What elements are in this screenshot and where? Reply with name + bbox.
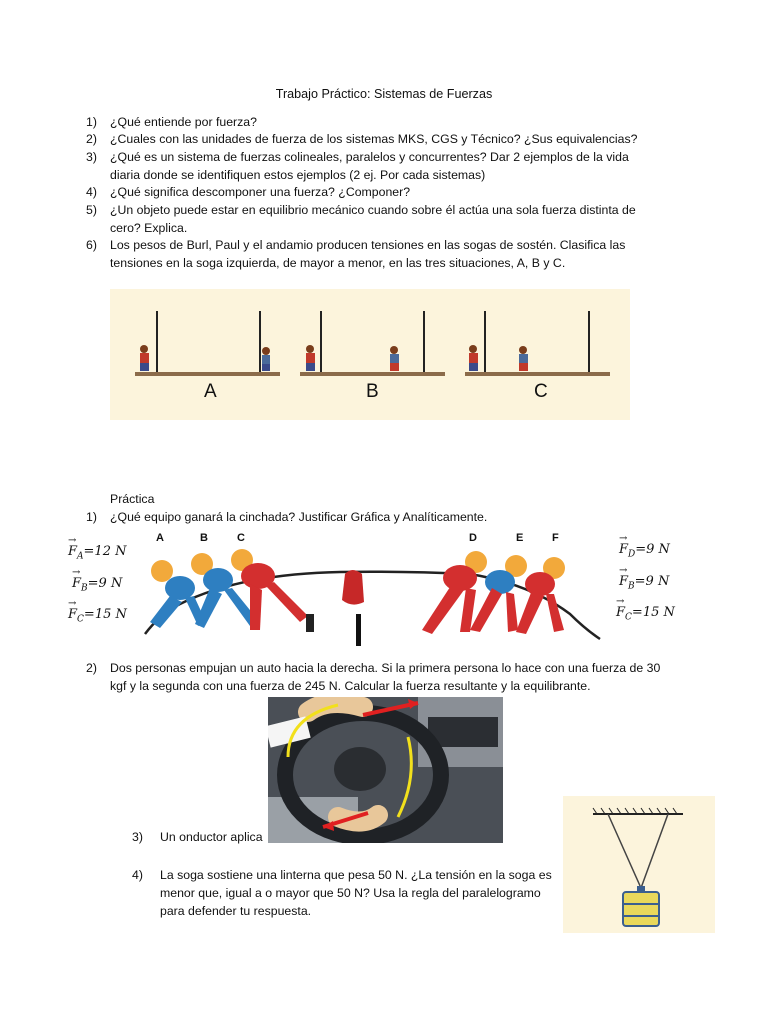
scaffold-label-a: A bbox=[204, 381, 217, 402]
practica-heading: Práctica bbox=[110, 492, 155, 506]
question-text: ¿Qué entiende por fuerza? bbox=[110, 115, 257, 129]
force-value: =9 N bbox=[634, 574, 670, 589]
force-right-c bbox=[616, 605, 675, 623]
question-number: 4) bbox=[86, 185, 97, 199]
scaffold-label-b: B bbox=[366, 381, 379, 402]
question-number: 2) bbox=[86, 661, 97, 675]
force-subscript: B bbox=[81, 583, 88, 594]
question-text: Los pesos de Burl, Paul y el andamio producen tensiones en las sogas de sostén. Clasifica las tensiones en la soga izquierda, de mayor a menor, en las tres situaciones, A, B y C. bbox=[110, 238, 626, 270]
question-text: ¿Qué significa descomponer una fuerza? ¿Componer? bbox=[110, 185, 411, 199]
right-team bbox=[422, 551, 565, 634]
steering-wheel-photo bbox=[268, 697, 503, 843]
question-number: 2) bbox=[86, 132, 97, 146]
left-team bbox=[150, 549, 314, 632]
question-number: 5) bbox=[86, 203, 97, 217]
question-number: 6) bbox=[86, 238, 97, 252]
force-left-b bbox=[72, 576, 122, 594]
lantern-illustration bbox=[563, 796, 715, 933]
force-value: =12 N bbox=[83, 544, 127, 559]
force-value: =15 N bbox=[631, 605, 675, 620]
force-symbol: → F bbox=[619, 542, 628, 557]
scaffold-b bbox=[300, 311, 445, 376]
question-text: Dos personas empujan un auto hacia la derecha. Si la primera persona lo hace con una fuerza de 30 kgf y la segunda con una fuerza de 245 N. Calcular la fuerza resultante y la equilibrante. bbox=[110, 661, 661, 693]
force-right-d bbox=[619, 542, 670, 560]
force-symbol: → F bbox=[68, 544, 77, 559]
scaffold-illustration bbox=[110, 289, 630, 420]
force-left-c bbox=[68, 607, 127, 625]
team-letter-c: C bbox=[237, 532, 245, 544]
question-number: 4) bbox=[132, 868, 143, 882]
force-symbol: → F bbox=[619, 574, 628, 589]
question-number: 1) bbox=[86, 510, 97, 524]
force-subscript: C bbox=[77, 614, 84, 625]
force-symbol: → F bbox=[72, 576, 81, 591]
question-number: 3) bbox=[86, 150, 97, 164]
force-subscript: D bbox=[628, 549, 636, 560]
question-text: Un onductor aplica bbox=[160, 830, 263, 844]
force-subscript: A bbox=[77, 551, 84, 562]
question-text: ¿Qué es un sistema de fuerzas colineales, paralelos y concurrentes? Dar 2 ejemplos de la vida diaria donde se identifiquen estos ejemplos (2 ej. Por cada sistemas) bbox=[110, 150, 629, 182]
force-value: =15 N bbox=[83, 607, 127, 622]
force-subscript: B bbox=[628, 581, 635, 592]
force-left-a bbox=[68, 544, 126, 562]
force-symbol: → F bbox=[616, 605, 625, 620]
force-symbol: → F bbox=[68, 607, 77, 622]
team-letter-d: D bbox=[469, 532, 477, 544]
question-number: 1) bbox=[86, 115, 97, 129]
question-text: ¿Un objeto puede estar en equilibrio mecánico cuando sobre él actúa una sola fuerza distinta de cero? Explica. bbox=[110, 203, 636, 235]
question-text: ¿Qué equipo ganará la cinchada? Justificar Gráfica y Analíticamente. bbox=[110, 510, 488, 524]
team-letter-f: F bbox=[552, 532, 559, 544]
force-subscript: C bbox=[625, 612, 632, 623]
force-value: =9 N bbox=[635, 542, 670, 557]
lantern-drawing bbox=[563, 796, 715, 933]
scaffold-a bbox=[135, 311, 280, 376]
steering-wheel-drawing bbox=[268, 697, 503, 843]
force-right-b bbox=[619, 574, 669, 592]
tug-of-war-illustration bbox=[140, 544, 605, 650]
scaffold-label-c: C bbox=[534, 381, 548, 402]
team-letter-b: B bbox=[200, 532, 208, 544]
force-value: =9 N bbox=[87, 576, 123, 591]
team-letter-e: E bbox=[516, 532, 524, 544]
question-text: ¿Cuales con las unidades de fuerza de los sistemas MKS, CGS y Técnico? ¿Sus equivalencias? bbox=[110, 132, 638, 146]
team-letter-a: A bbox=[156, 532, 164, 544]
question-text: La soga sostiene una linterna que pesa 50 N. ¿La tensión en la soga es menor que, igual a o mayor que 50 N? Usa la regla del paralelogramo para defender tu respuesta. bbox=[160, 868, 552, 918]
scaffold-c bbox=[465, 311, 610, 376]
question-number: 3) bbox=[132, 830, 143, 844]
page-title: Trabajo Práctico: Sistemas de Fuerzas bbox=[275, 87, 493, 101]
